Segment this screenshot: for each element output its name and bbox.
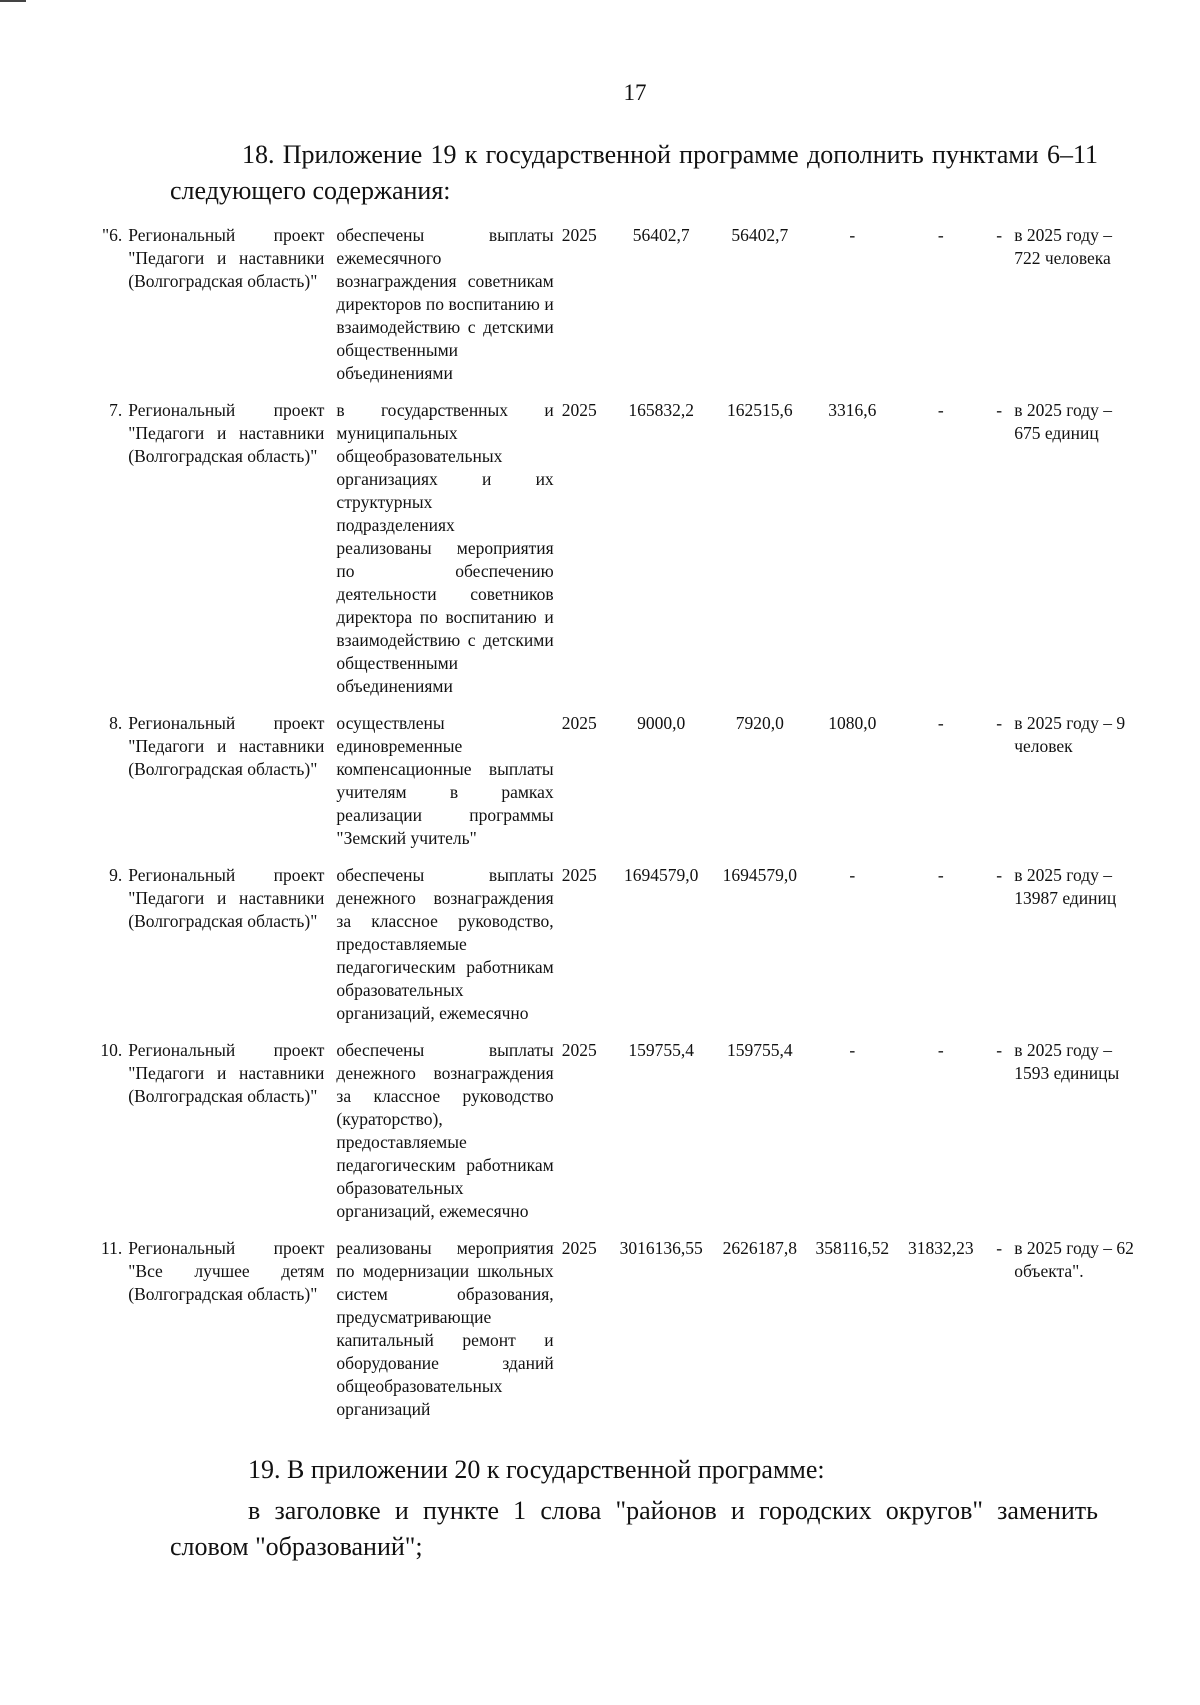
project-name: Региональный проект "Все лучшее детям (Волгоградская область)" xyxy=(128,1238,325,1304)
amount-other: - xyxy=(996,865,1003,885)
amount-federal: 7920,0 xyxy=(735,713,784,733)
table-row xyxy=(84,712,1140,864)
amount-other: - xyxy=(996,1040,1003,1060)
project-name: Региональный проект "Педагоги и наставники (Волгоградская область)" xyxy=(128,400,325,466)
amount-other: - xyxy=(996,400,1003,420)
amount-total: 3016136,55 xyxy=(619,1238,703,1258)
amount-total: 165832,2 xyxy=(628,400,695,420)
year-cell: 2025 xyxy=(561,225,597,245)
amount-total: 9000,0 xyxy=(637,713,686,733)
amount-local: 31832,23 xyxy=(907,1238,974,1258)
result-target: в 2025 году – 9 человек xyxy=(1014,713,1126,756)
table-row xyxy=(84,224,1140,399)
year-cell: 2025 xyxy=(561,400,597,420)
amount-federal: 162515,6 xyxy=(726,400,793,420)
result-description: обеспечены выплаты ежемесячного вознаграждения советникам директоров по воспитанию и взаимодействию с детскими общественными объединениями xyxy=(336,225,554,383)
project-name: Региональный проект "Педагоги и наставники (Волгоградская область)" xyxy=(128,225,325,291)
item-number: 10. xyxy=(100,1040,123,1060)
result-description: осуществлены единовременные компенсационные выплаты учителям в рамках реализации программы "Земский учитель" xyxy=(336,713,554,848)
amount-regional: - xyxy=(849,865,856,885)
result-target: в 2025 году – 1593 единицы xyxy=(1014,1040,1120,1083)
item-number: 8. xyxy=(109,713,123,733)
year-cell: 2025 xyxy=(561,1040,597,1060)
year-cell: 2025 xyxy=(561,865,597,885)
amount-local: - xyxy=(937,865,944,885)
table-row xyxy=(84,1237,1140,1435)
result-target: в 2025 году – 13987 единиц xyxy=(1014,865,1117,908)
scan-edge-mark xyxy=(0,0,26,7)
project-name: Региональный проект "Педагоги и наставники (Волгоградская область)" xyxy=(128,713,325,779)
amount-total: 1694579,0 xyxy=(624,865,699,885)
item-number: 11. xyxy=(101,1238,123,1258)
amount-total: 159755,4 xyxy=(628,1040,695,1060)
amount-regional: 3316,6 xyxy=(828,400,877,420)
amount-local: - xyxy=(937,400,944,420)
year-cell: 2025 xyxy=(561,1238,597,1258)
item-number: 7. xyxy=(109,400,123,420)
project-name: Региональный проект "Педагоги и наставники (Волгоградская область)" xyxy=(128,1040,325,1106)
result-target: в 2025 году – 675 единиц xyxy=(1014,400,1112,443)
result-description: обеспечены выплаты денежного вознаграждения за классное руководство (кураторство), предоставляемые педагогическим работникам образовательных организаций, ежемесячно xyxy=(336,1040,554,1221)
project-name: Региональный проект "Педагоги и наставники (Волгоградская область)" xyxy=(128,865,325,931)
result-description: обеспечены выплаты денежного вознаграждения за классное руководство, предоставляемые педагогическим работникам образовательных организаций, ежемесячно xyxy=(336,865,554,1023)
section-18-paragraph: 18. Приложение 19 к государственной программе дополнить пунктами 6–11 следующего содержания: xyxy=(170,140,1098,205)
result-description: в государственных и муниципальных общеобразовательных организациях и их структурных подразделениях реализованы мероприятия по обеспечению деятельности советников директора по воспитанию и взаимодействию с детскими общественными объединениями xyxy=(336,400,554,696)
amount-other: - xyxy=(996,1238,1003,1258)
amount-federal: 159755,4 xyxy=(726,1040,793,1060)
amount-federal: 2626187,8 xyxy=(722,1238,797,1258)
amount-regional: - xyxy=(849,225,856,245)
amount-local: - xyxy=(937,1040,944,1060)
item-number: "6. xyxy=(101,225,123,245)
amount-regional: 358116,52 xyxy=(815,1238,890,1258)
amount-total: 56402,7 xyxy=(632,225,690,245)
section-19-body: в заголовке и пункте 1 слова "районов и городских округов" заменить словом "образований"; xyxy=(170,1496,1098,1561)
amount-federal: 1694579,0 xyxy=(722,865,797,885)
page-number: 17 xyxy=(623,80,647,105)
result-description: реализованы мероприятия по модернизации школьных систем образования, предусматривающие капитальный ремонт и оборудование зданий общеобразовательных организаций xyxy=(336,1238,554,1419)
amount-local: - xyxy=(937,225,944,245)
amount-federal: 56402,7 xyxy=(731,225,789,245)
amount-other: - xyxy=(996,225,1003,245)
program-items-table xyxy=(84,224,1140,1435)
amount-regional: 1080,0 xyxy=(828,713,877,733)
amount-local: - xyxy=(937,713,944,733)
table-row xyxy=(84,399,1140,712)
section-19-title: 19. В приложении 20 к государственной программе: xyxy=(248,1455,825,1484)
table-body xyxy=(84,224,1140,1435)
table-row xyxy=(84,1039,1140,1237)
amount-other: - xyxy=(996,713,1003,733)
amount-regional: - xyxy=(849,1040,856,1060)
result-target: в 2025 году – 62 объекта". xyxy=(1014,1238,1134,1281)
year-cell: 2025 xyxy=(561,713,597,733)
table-row xyxy=(84,864,1140,1039)
result-target: в 2025 году – 722 человека xyxy=(1014,225,1112,268)
item-number: 9. xyxy=(109,865,123,885)
